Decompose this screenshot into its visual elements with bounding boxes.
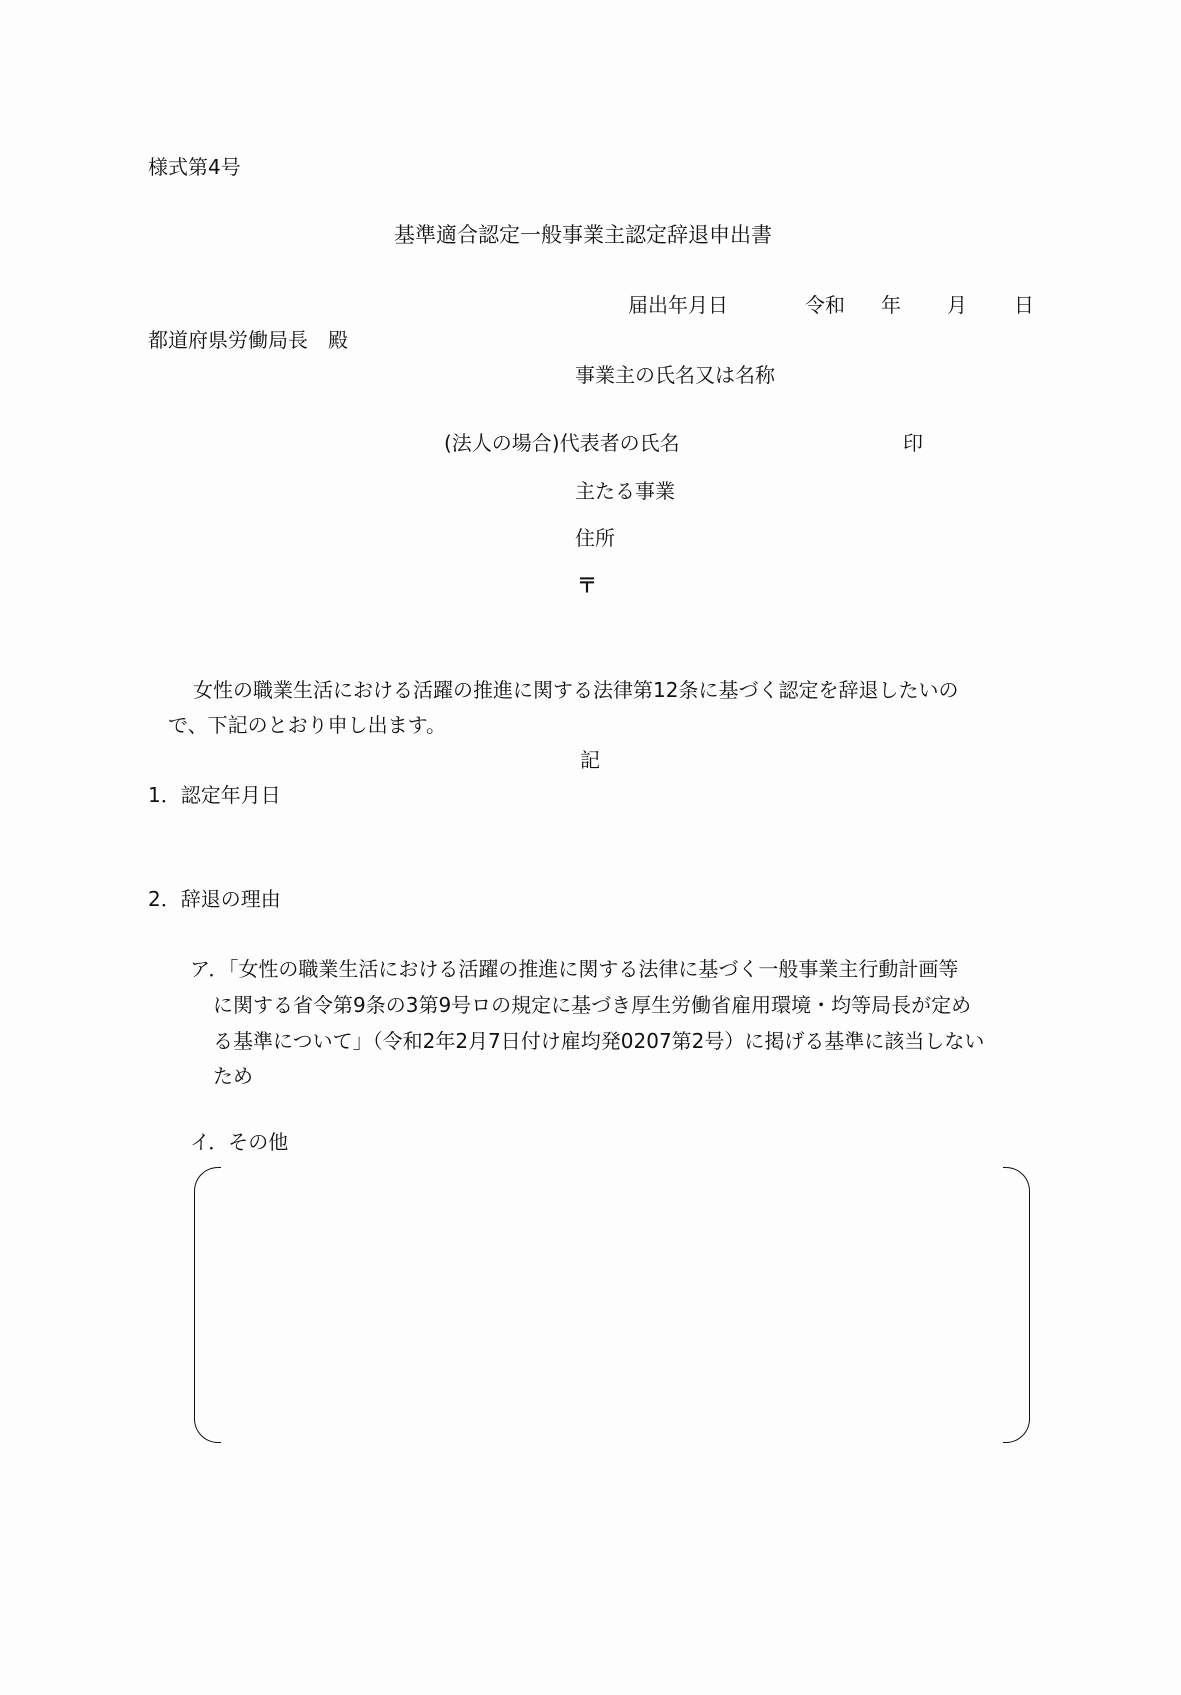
document-title: 基準適合認定一般事業主認定辞退申出書 (394, 223, 772, 247)
postal-mark-icon: 〒 (577, 573, 597, 597)
body-line-2: で、下記のとおり申し出ます。 (168, 713, 446, 737)
item-withdrawal-reason: 2．辞退の理由 (148, 887, 281, 911)
reason-b-label: イ．その他 (190, 1130, 289, 1154)
main-business-label: 主たる事業 (575, 479, 675, 503)
body-line-1: 女性の職業生活における活躍の推進に関する法律第12条に基づく認定を辞退したいの (193, 678, 959, 702)
bracket-left (194, 1167, 221, 1443)
employer-name-label: 事業主の氏名又は名称 (575, 363, 775, 387)
other-reason-field[interactable] (194, 1167, 1030, 1443)
representative-name-label: (法人の場合)代表者の氏名 (444, 431, 680, 455)
reason-a-line-4: ため (213, 1064, 253, 1088)
bracket-right (1003, 1167, 1030, 1443)
date-year[interactable]: 年 (881, 293, 901, 317)
item-certification-date: 1．認定年月日 (148, 783, 281, 807)
date-month[interactable]: 月 (947, 293, 967, 317)
date-era: 令和 (805, 293, 845, 317)
ki-heading: 記 (580, 748, 600, 772)
seal-mark: 印 (903, 431, 923, 455)
reason-a-line-1: ア．「女性の職業生活における活躍の推進に関する法律に基づく一般事業主行動計画等 (190, 957, 959, 981)
submission-date-label: 届出年月日 (628, 293, 728, 317)
address-label: 住所 (575, 526, 615, 550)
reason-a-line-2: に関する省令第9条の3第9号ロの規定に基づき厚生労働省雇用環境・均等局長が定め (213, 993, 972, 1017)
addressee: 都道府県労働局長 殿 (148, 328, 348, 352)
form-number: 様式第4号 (148, 155, 241, 179)
reason-a-line-3: る基準について」（令和2年2月7日付け雇均発0207第2号）に掲げる基準に該当しない (213, 1029, 985, 1053)
date-day[interactable]: 日 (1014, 293, 1034, 317)
